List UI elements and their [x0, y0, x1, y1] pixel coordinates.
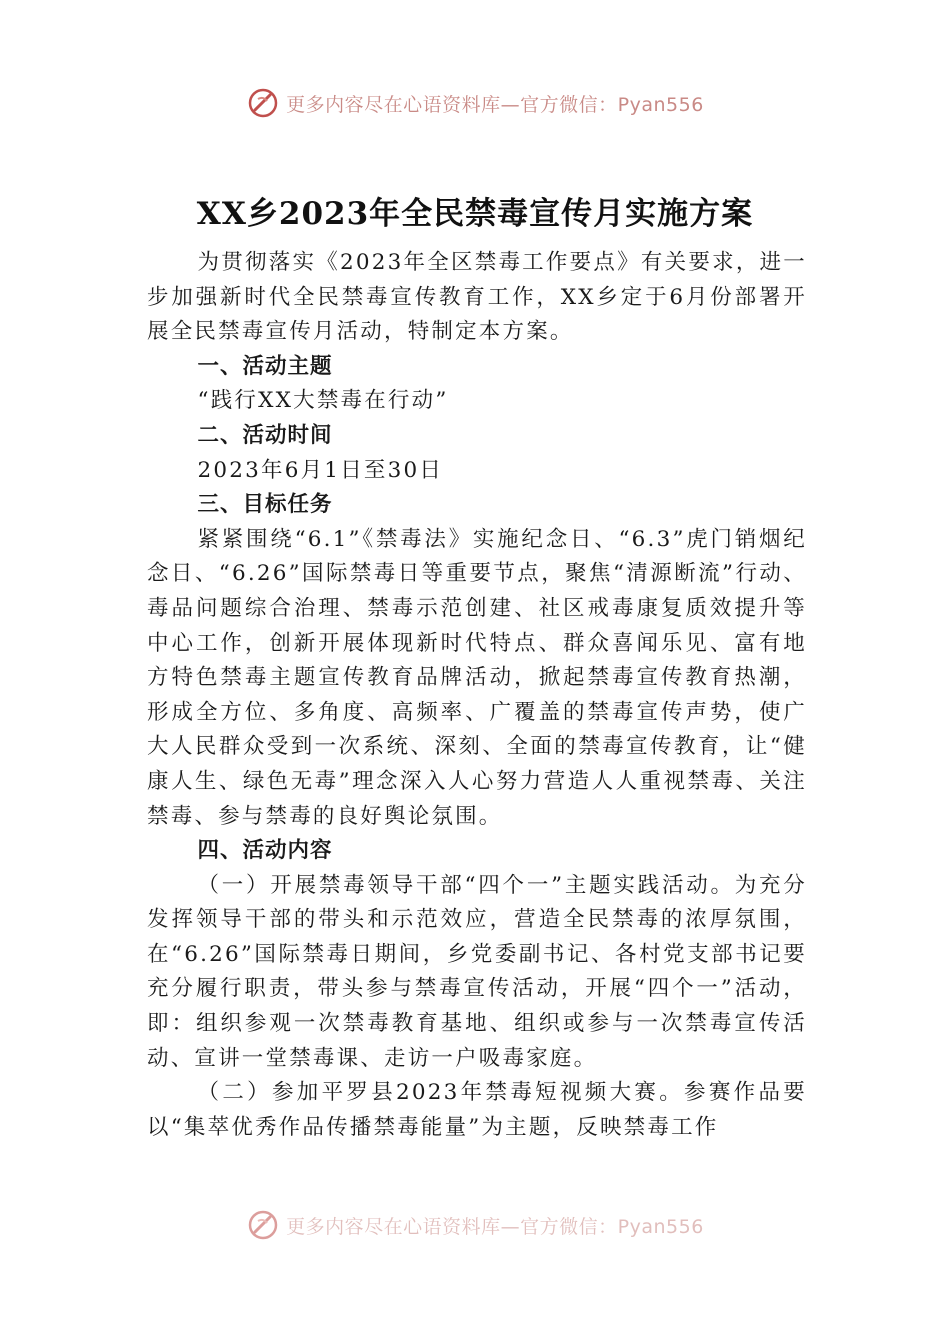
paragraph-goals: 紧紧围绕“6.1”《禁毒法》实施纪念日、“6.3”虎门销烟纪念日、“6.26”国际禁毒日等重要节点，聚焦“清源断流”行动、毒品问题综合治理、禁毒示范创建、社区戒毒康复质效提升等中心工作，创新开展体现新时代特点、群众喜闻乐见、富有地方特色禁毒主题宣传教育品牌活动，掀起禁毒宣传教育热潮，形成全方位、多角度、高频率、广覆盖的禁毒宣传声势，使广大人民群众受到一次系统、深刻、全面的禁毒宣传教育，让“健康人生、绿色无毒”理念深入人心努力营造人人重视禁毒、关注禁毒、参与禁毒的良好舆论氛围。: [147, 526, 807, 829]
watermark-text: 更多内容尽在心语资料库—官方微信：Pyan556: [286, 1215, 704, 1238]
watermark-footer: [0, 1208, 950, 1242]
heading-content: 四、活动内容: [197, 838, 333, 864]
heading-theme: 一、活动主题: [197, 353, 333, 379]
paragraph-time: 2023年6月1日至30日: [197, 457, 444, 483]
document-title: XX乡2023年全民禁毒宣传月实施方案: [196, 196, 754, 232]
watermark-text: 更多内容尽在心语资料库—官方微信：Pyan556: [286, 93, 704, 116]
heading-time: 二、活动时间: [197, 422, 333, 448]
paragraph-theme: “践行XX大禁毒在行动”: [197, 388, 449, 414]
paragraph-intro: 为贯彻落实《2023年全区禁毒工作要点》有关要求，进一步加强新时代全民禁毒宣传教育工作，XX乡定于6月份部署开展全民禁毒宣传月活动，特制定本方案。: [147, 250, 807, 345]
logo-icon: [246, 86, 280, 120]
paragraph-content-1: （一）开展禁毒领导干部“四个一”主题实践活动。为充分发挥领导干部的带头和示范效应，营造全民禁毒的浓厚氛围，在“6.26”国际禁毒日期间，乡党委副书记、各村党支部书记要充分履行职责，带头参与禁毒宣传活动，开展“四个一”活动，即：组织参观一次禁毒教育基地、组织或参与一次禁毒宣传活动、宣讲一堂禁毒课、走访一户吸毒家庭。: [147, 872, 807, 1071]
heading-goals: 三、目标任务: [197, 492, 333, 518]
paragraph-content-2: （二）参加平罗县2023年禁毒短视频大赛。参赛作品要以“集萃优秀作品传播禁毒能量”为主题，反映禁毒工作: [147, 1080, 807, 1140]
document-body: [147, 246, 807, 1145]
logo-icon: [246, 1208, 280, 1242]
watermark-header: [0, 86, 950, 120]
